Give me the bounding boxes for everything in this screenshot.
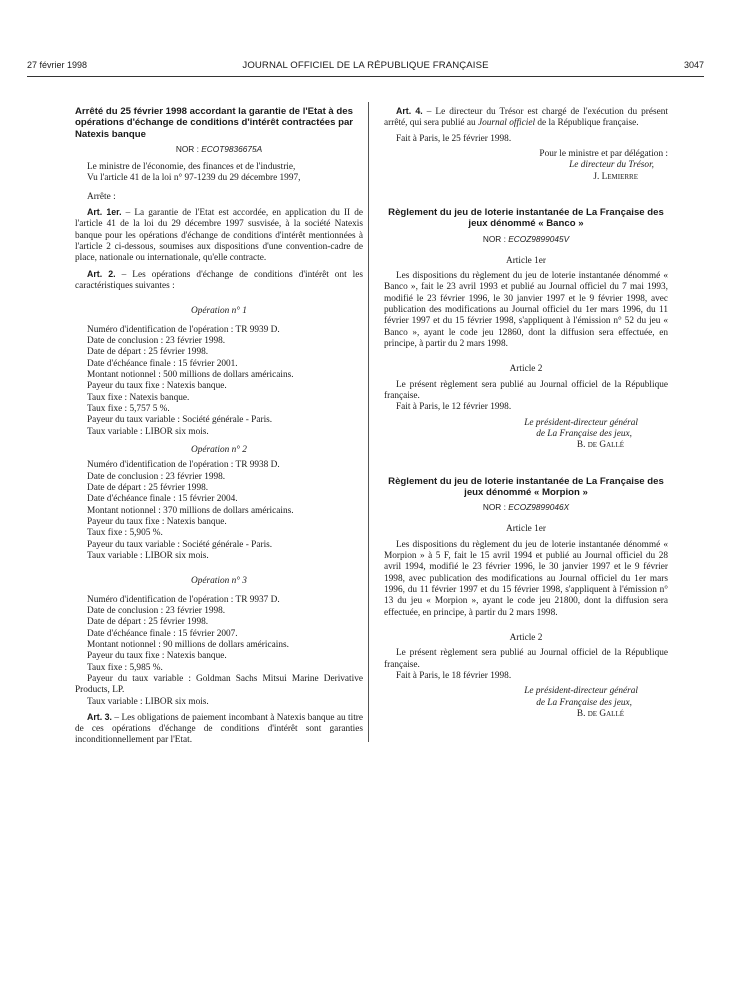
list-item: Date d'échéance finale : 15 février 2001. bbox=[87, 358, 238, 369]
operation-3-title: Opération n° 3 bbox=[191, 576, 247, 587]
banco-article-2-heading: Article 2 bbox=[509, 364, 543, 375]
header-date: 27 février 1998 bbox=[27, 60, 88, 70]
operation-1-list bbox=[75, 325, 363, 438]
morpion-article-1-heading: Article 1er bbox=[505, 524, 546, 535]
list-item: Date d'échéance finale : 15 février 2004. bbox=[87, 494, 238, 505]
banco-signature-line-b: de La Française des jeux, bbox=[536, 428, 632, 439]
page-header bbox=[27, 60, 704, 74]
list-item: Montant notionnel : 370 millions de dollars américains. bbox=[87, 505, 294, 516]
list-item: Taux fixe : 5,905 %. bbox=[87, 528, 163, 539]
header-page-number: 3047 bbox=[683, 60, 704, 70]
morpion-article-2-text: Le présent règlement sera publié au Journal officiel de la République française. bbox=[384, 648, 668, 670]
list-item: Date de départ : 25 février 1998. bbox=[87, 482, 209, 493]
operation-1-title: Opération n° 1 bbox=[191, 306, 247, 317]
list-item: Date de départ : 25 février 1998. bbox=[87, 347, 209, 358]
article-1-text: – La garantie de l'Etat est accordée, en application du II de l'article 41 de la loi du 29 décembre 1997 susvisée, à la société Natexis banque pour les opérations d'échange de conditions d'intérêt mentionnées à l'article 2 ci-dessous, soumises aux dispositions d'une convention-cadre de place, nationale ou internationale, qu'elle contracte. bbox=[75, 208, 363, 264]
article-1 bbox=[75, 207, 363, 265]
banco-signature-line-a: Le président-directeur général bbox=[524, 417, 638, 428]
article-4-text-b: de la République française. bbox=[535, 118, 639, 129]
banco-article-1-heading: Article 1er bbox=[505, 255, 546, 266]
list-item: Date d'échéance finale : 15 février 2007. bbox=[87, 628, 238, 639]
list-item: Payeur du taux fixe : Natexis banque. bbox=[87, 381, 227, 392]
fait-date-1: Fait à Paris, le 25 février 1998. bbox=[396, 133, 512, 144]
nor-label: NOR : bbox=[175, 143, 199, 154]
banco-nor bbox=[384, 234, 668, 244]
list-item: Payeur du taux variable : Goldman Sachs Mitsui Marine Derivative Products, LP. bbox=[75, 673, 363, 696]
morpion-nor bbox=[384, 502, 668, 512]
morpion-article-2-heading: Article 2 bbox=[509, 632, 543, 643]
list-item: Payeur du taux variable : Société générale - Paris. bbox=[87, 415, 273, 426]
article-2-text: – Les opérations d'échange de conditions d'intérêt ont les caractéristiques suivantes : bbox=[75, 269, 363, 291]
article-4 bbox=[384, 106, 668, 130]
list-item: Numéro d'identification de l'opération : TR 9938 D. bbox=[87, 460, 280, 471]
list-item: Payeur du taux variable : Société générale - Paris. bbox=[87, 539, 273, 550]
morpion-title: Règlement du jeu de loterie instantanée de La Française des jeux dénommé « Morpion » bbox=[388, 475, 664, 498]
article-4-text-a: – Le directeur du Trésor est chargé de l'exécution du présent arrêté, qui sera publié au bbox=[384, 107, 668, 129]
signature-1-line-a: Pour le ministre et par délégation : bbox=[539, 148, 668, 159]
list-item: Taux fixe : 5,985 %. bbox=[87, 662, 163, 673]
header-rule bbox=[27, 76, 704, 77]
list-item: Taux fixe : 5,757 5 %. bbox=[87, 403, 170, 414]
column-divider bbox=[368, 102, 369, 742]
signature-1-line-b: Le directeur du Trésor, bbox=[569, 160, 654, 171]
list-item: Payeur du taux fixe : Natexis banque. bbox=[87, 516, 227, 527]
morpion-article-1-text: Les dispositions du règlement du jeu de loterie instantanée dénommé « Morpion » à 5 F, fait le 15 avril 1994 et publié au Journal officiel du 28 avril 1994, modifié le 23 février 1996, le 30 janvier 1997 et le 9 février 1998, avec publication des modifications au Journal officiel du 1er mars 1996, du 11 février 1997 et du 15 février 1998, s'appliquent à l'émission n° 13 du jeu « Morpion », ayant le code jeu 21800, dont la diffusion sera effectuée, en principe, à partir du 2 mars 1998. bbox=[384, 539, 668, 618]
list-item: Numéro d'identification de l'opération : TR 9937 D. bbox=[87, 594, 280, 605]
article-3-text: – Les obligations de paiement incombant à Natexis banque au titre de ces opérations d'échange de conditions d'intérêt sont garanties inconditionnellement par l'Etat. bbox=[75, 712, 363, 746]
list-item: Date de départ : 25 février 1998. bbox=[87, 617, 209, 628]
morpion-signature-line-b: de La Française des jeux, bbox=[536, 697, 632, 708]
intro-vu: Vu l'article 41 de la loi n° 97-1239 du 29 décembre 1997, bbox=[87, 173, 301, 184]
article-4-label: Art. 4. bbox=[396, 106, 423, 116]
arrete-word: Arrête : bbox=[87, 191, 116, 202]
banco-fait-date: Fait à Paris, le 12 février 1998. bbox=[396, 402, 512, 413]
list-item: Montant notionnel : 90 millions de dollars américains. bbox=[87, 639, 289, 650]
list-item: Taux fixe : Natexis banque. bbox=[87, 392, 190, 403]
list-item: Taux variable : LIBOR six mois. bbox=[87, 426, 209, 437]
list-item: Date de conclusion : 23 février 1998. bbox=[87, 605, 226, 616]
nor-label: NOR : bbox=[482, 233, 506, 244]
list-item: Taux variable : LIBOR six mois. bbox=[87, 550, 209, 561]
left-column bbox=[75, 106, 363, 747]
operation-2-list bbox=[75, 460, 363, 562]
banco-signature-name: B. de Gallé bbox=[576, 440, 624, 451]
list-item: Montant notionnel : 500 millions de dollars américains. bbox=[87, 369, 294, 380]
article-4-journal: Journal officiel bbox=[477, 118, 536, 129]
nor-label: NOR : bbox=[482, 502, 506, 513]
banco-title: Règlement du jeu de loterie instantanée de La Française des jeux dénommé « Banco » bbox=[388, 206, 664, 230]
list-item: Numéro d'identification de l'opération : TR 9939 D. bbox=[87, 324, 280, 335]
article-2-label: Art. 2. bbox=[87, 268, 116, 279]
right-column bbox=[384, 106, 668, 720]
nor-code: ECOZ9899046X bbox=[508, 502, 570, 513]
article-3 bbox=[75, 712, 363, 747]
list-item: Taux variable : LIBOR six mois. bbox=[87, 696, 209, 707]
article-3-label: Art. 3. bbox=[87, 711, 113, 722]
morpion-fait-date: Fait à Paris, le 18 février 1998. bbox=[396, 670, 512, 681]
list-item: Date de conclusion : 23 février 1998. bbox=[87, 335, 226, 346]
operation-3-list bbox=[75, 595, 363, 708]
intro-minister: Le ministre de l'économie, des finances et de l'industrie, bbox=[87, 162, 296, 173]
list-item: Payeur du taux fixe : Natexis banque. bbox=[87, 651, 227, 662]
signature-1-name: J. Lemierre bbox=[593, 171, 638, 182]
header-journal-title: JOURNAL OFFICIEL DE LA RÉPUBLIQUE FRANÇAISE bbox=[242, 60, 489, 71]
arrete-title: Arrêté du 25 février 1998 accordant la garantie de l'Etat à des opérations d'échange de conditions d'intérêt contractées par Natexis banque bbox=[75, 106, 354, 140]
morpion-signature-line-a: Le président-directeur général bbox=[524, 686, 638, 697]
arrete-nor bbox=[75, 144, 363, 154]
article-2 bbox=[75, 269, 363, 293]
article-1-label: Art. 1er. bbox=[87, 207, 122, 218]
operation-2-title: Opération n° 2 bbox=[191, 444, 247, 455]
nor-code: ECOT9836675A bbox=[201, 143, 263, 154]
banco-article-1-text: Les dispositions du règlement du jeu de loterie instantanée dénommé « Banco », fait le 23 avril 1993 et publié au Journal officiel du 7 mai 1993, modifié le 23 février 1996, le 30 janvier 1997 et le 9 février 1998, avec publication des modifications au Journal officiel du 1er mars 1996, du 11 février 1997 et du 15 février 1998, s'appliquent à l'émission n° 52 du jeu « Banco », ayant le code jeu 12860, dont la diffusion sera effectuée, en principe, à partir du 2 mars 1998. bbox=[384, 271, 668, 349]
morpion-signature-name: B. de Gallé bbox=[576, 708, 624, 719]
nor-code: ECOZ9899045V bbox=[508, 233, 570, 244]
list-item: Date de conclusion : 23 février 1998. bbox=[87, 471, 226, 482]
banco-article-2-text: Le présent règlement sera publié au Journal officiel de la République française. bbox=[384, 379, 668, 401]
